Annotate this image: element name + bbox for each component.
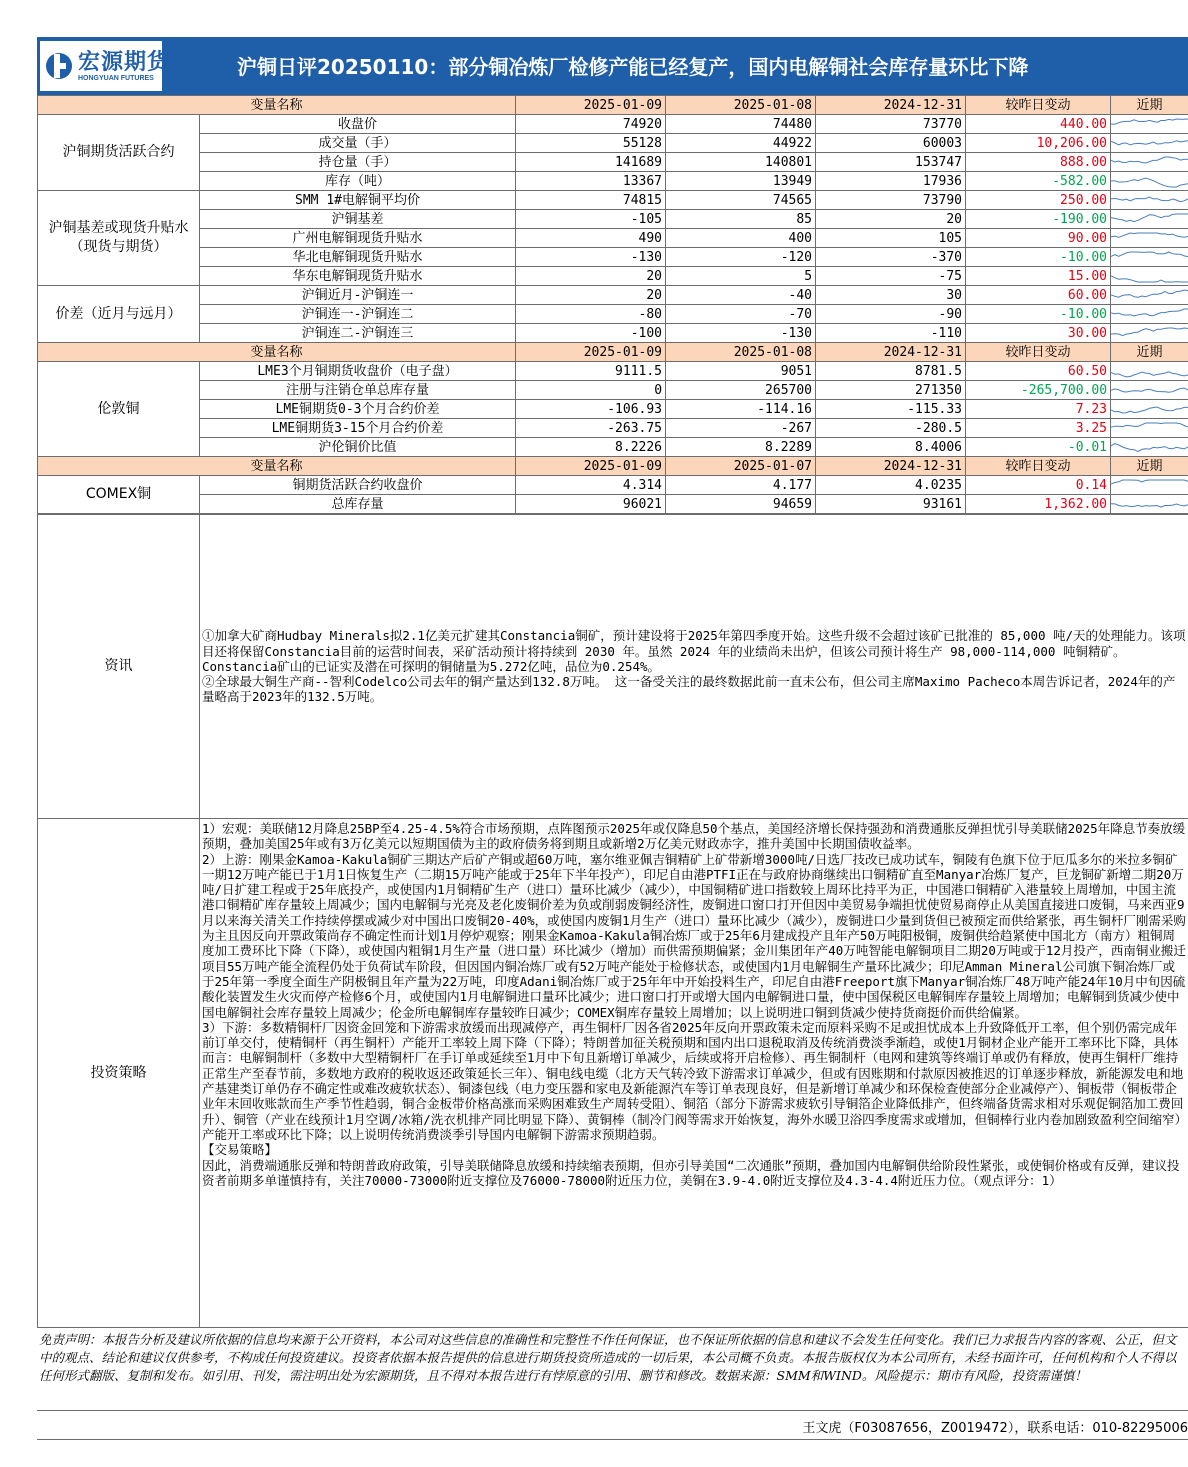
sparkline-cell xyxy=(1111,438,1188,457)
change-cell: -190.00 xyxy=(966,210,1111,229)
column-header: 2025-01-08 xyxy=(666,96,816,115)
table-row xyxy=(38,267,1188,286)
value-cell: 4.314 xyxy=(516,476,666,495)
value-cell: -106.93 xyxy=(516,400,666,419)
table-row xyxy=(38,400,1188,419)
column-header: 变量名称 xyxy=(38,343,516,362)
value-cell: 9111.5 xyxy=(516,362,666,381)
value-cell: 271350 xyxy=(816,381,966,400)
value-cell: -120 xyxy=(666,248,816,267)
sparkline-cell xyxy=(1111,362,1188,381)
news-paragraph: ②全球最大铜生产商--智利Codelco公司去年的铜产量达到132.8万吨。 这一备受关注的最终数据此前一直未公布，但公司主席Maximo Pacheco本周告诉记者，2024年的产量略高于2023年的132.5万吨。 xyxy=(202,674,1176,705)
variable-name: SMM 1#电解铜平均价 xyxy=(200,191,516,210)
value-cell: -70 xyxy=(666,305,816,324)
table-header-row xyxy=(38,96,1188,115)
sparkline-cell xyxy=(1111,229,1188,248)
variable-name: LME3个月铜期货收盘价（电子盘） xyxy=(200,362,516,381)
sparkline-icon xyxy=(1111,249,1188,266)
group-label: COMEX铜 xyxy=(38,476,200,514)
sparkline-icon xyxy=(1111,135,1188,152)
variable-name: 沪铜连一-沪铜连二 xyxy=(200,305,516,324)
value-cell: 140801 xyxy=(666,153,816,172)
table-row xyxy=(38,286,1188,305)
column-header: 2025-01-09 xyxy=(516,457,666,476)
strategy-label: 投资策略 xyxy=(38,819,200,1328)
change-cell: 15.00 xyxy=(966,267,1111,286)
value-cell: -130 xyxy=(666,324,816,343)
table-row xyxy=(38,381,1188,400)
value-cell: 8.2226 xyxy=(516,438,666,457)
value-cell: -110 xyxy=(816,324,966,343)
column-header: 近期 xyxy=(1111,343,1188,362)
sparkline-cell xyxy=(1111,267,1188,286)
value-cell: 13367 xyxy=(516,172,666,191)
sparkline-icon xyxy=(1111,154,1188,171)
sparkline-icon xyxy=(1111,363,1188,380)
column-header: 近期 xyxy=(1111,457,1188,476)
sparkline-icon xyxy=(1111,306,1188,323)
variable-name: 沪伦铜价比值 xyxy=(200,438,516,457)
value-cell: 85 xyxy=(666,210,816,229)
sparkline-cell xyxy=(1111,210,1188,229)
variable-name: 沪铜连二-沪铜连三 xyxy=(200,324,516,343)
column-header: 2025-01-09 xyxy=(516,96,666,115)
change-cell: 3.25 xyxy=(966,419,1111,438)
sparkline-icon xyxy=(1111,192,1188,209)
table-row xyxy=(38,191,1188,210)
value-cell: 20 xyxy=(516,286,666,305)
value-cell: 93161 xyxy=(816,495,966,514)
table-row xyxy=(38,305,1188,324)
news-label: 资讯 xyxy=(38,515,200,819)
column-header: 较昨日变动 xyxy=(966,343,1111,362)
change-cell: 60.50 xyxy=(966,362,1111,381)
value-cell: 4.0235 xyxy=(816,476,966,495)
logo-subtitle: HONGYUAN FUTURES xyxy=(78,75,154,82)
sparkline-cell xyxy=(1111,248,1188,267)
strategy-paragraph: 2）上游：刚果金Kamoa-Kakula铜矿三期达产后矿产铜或超60万吨，塞尔维亚佩吉铜精矿上矿带新增3000吨/日选厂技改已成功试车，铜陵有色旗下位于厄瓜多尔的米拉多铜矿一期12万吨产能已于1月1日恢复生产（二期15万吨产能或于25年下半年投产），印尼自由港PTFI正在与政府协商继续出口铜精矿直至Manyar冶炼厂复产，巨龙铜矿新增二期20万吨/日扩建工程或于25年底投产，或使国内1月铜精矿生产（进口）量环比减少（减少），中国铜精矿进口指数较上周环比持平为正，中国港口铜精矿入港量较上周增加，中国主流港口铜精矿库存量较上周减少；国内电解铜与光亮及老化废铜价差为负或削弱废铜经济性，废铜进口窗口打开但因中美贸易争端担忧使贸易商停止从美国直接进口废铜，马来西亚9月以来海关清关工作持续停摆或减少对中国出口废铜20-40%，或使国内废铜1月生产（进口）量环比减少（减少），废铜进口少量到货但已被预定而供给紧张，再生铜杆厂刚需采购为主且因反向开票政策尚存不确定性而计划1月停炉观察；刚果金Kamoa-Kakula铜冶炼厂或于25年6月建成投产且年产50万吨阳极铜，废铜供给趋紧使中国北方（南方）粗铜周度加工费环比下降（下降），或使国内粗铜1月生产量（进口量）环比减少（增加）而供需预期偏紧；金川集团年产40万吨智能电解铜项目二期20万吨或于12月投产，西南铜业搬迁项目55万吨产能全流程仍处于负荷试车阶段，但因国内铜冶炼厂或有52万吨产能处于检修状态，或使国内1月电解铜生产量环比减少；印尼Amman Mineral公司旗下铜冶炼厂或于25年第一季度全面生产阴极铜且年产量为22万吨，印度Adani铜冶炼厂或于25年年中开始投料生产，印尼自由港Freeport旗下Manyar铜冶炼厂48万吨产能24年10月中旬因硫酸化装置发生火灾而停产检修6个月，或使国内1月电解铜进口量环比减少；进口窗口打开或增大国内电解铜进口量，使中国保税区电解铜库存量较上周增加；电解铜到货减少使中国电解铜社会库存量较上周减少；伦金所电解铜库存量较昨日减少；COMEX铜库存量较上周增加；以上说明进口铜到货减少使持货商挺价而供给偏紧。 xyxy=(202,851,1186,1020)
logo-name: 宏源期货 xyxy=(78,50,171,75)
table-row xyxy=(38,419,1188,438)
value-cell: 20 xyxy=(516,267,666,286)
column-header: 2024-12-31 xyxy=(816,457,966,476)
table-row xyxy=(38,134,1188,153)
sparkline-cell xyxy=(1111,153,1188,172)
text-table xyxy=(37,514,1188,1328)
variable-name: LME铜期货3-15个月合约价差 xyxy=(200,419,516,438)
table-header-row xyxy=(38,343,1188,362)
value-cell: 74920 xyxy=(516,115,666,134)
report-page xyxy=(37,37,1188,1440)
sparkline-cell xyxy=(1111,305,1188,324)
value-cell: -130 xyxy=(516,248,666,267)
value-cell: 8.2289 xyxy=(666,438,816,457)
sparkline-icon xyxy=(1111,230,1188,247)
change-cell: 1,362.00 xyxy=(966,495,1111,514)
change-cell: -10.00 xyxy=(966,305,1111,324)
table-row xyxy=(38,476,1188,495)
value-cell: 30 xyxy=(816,286,966,305)
news-paragraph: ①加拿大矿商Hudbay Minerals拟2.1亿美元扩建其Constancia铜矿，预计建设将于2025年第四季度开始。这些升级不会超过该矿已批准的 85,000 吨/天的处理能力。该项目还将保留Constancia目前的运营时间表，采矿活动预计将持续到 2030 年。虽然 2024 年的业绩尚未出炉，但该公司预计将生产 98,000-114,000 吨铜精矿。 Constancia矿山的已证实及潜在可探明的铜储量为5.272亿吨，品位为0.254%。 xyxy=(202,628,1186,674)
variable-name: 华北电解铜现货升贴水 xyxy=(200,248,516,267)
analyst-contact: 王文虎（F03087656，Z0019472），联系电话：010-82295006 xyxy=(37,1411,1188,1440)
data-table xyxy=(37,95,1188,514)
column-header: 较昨日变动 xyxy=(966,457,1111,476)
value-cell: -370 xyxy=(816,248,966,267)
value-cell: -75 xyxy=(816,267,966,286)
variable-name: 沪铜近月-沪铜连一 xyxy=(200,286,516,305)
report-header xyxy=(37,37,1188,95)
value-cell: 74480 xyxy=(666,115,816,134)
value-cell: 4.177 xyxy=(666,476,816,495)
logo-mark-icon xyxy=(45,48,73,84)
strategy-paragraph: 3）下游：多数精铜杆厂因资金回笼和下游需求放缓而出现减停产，再生铜杆厂因各省2025年反向开票政策未定而原料采购不足或担忧成本上升致降低开工率，但个别仍需完成年前订单交付，使精铜杆（再生铜杆）产能开工率较上周下降（下降）；特朗普加征关税预期和国内出口退税取消及传统消费淡季渐趋，或使1月铜材企业产能开工率环比下降，具体而言：电解铜制杆（多数中大型精铜杆厂在手订单或延续至1月中下旬且新增订单减少，后续或将开启检修）、再生铜制杆（电网和建筑等终端订单或仍有释放，使再生铜杆厂维持正常生产至春节前，多数地方政府的税收返还政策延长三年）、铜电线电缆（北方天气转冷致下游需求订单减少，但或有因账期和付款原因被推迟的订单逐步释放，新能源发电和地产基建类订单仍存不确定性或难改疲软状态）、铜漆包线（电力变压器和家电及新能源汽车等订单表现良好，但是新增订单减少和环保检查使部分企业减停产）、铜板带（铜板带企业年末回收账款而生产季节性趋弱，铜合金板带价格高涨而采购困难致生产周转受阻）、铜箔（部分下游需求疲软引导铜箔企业降低排产，但终端备货需求相对乐观促铜箔加工费回升）、铜管（产业在线预计1月空调/冰箱/洗衣机排产同比明显下降）、黄铜棒（制冷门阀等需求开始恢复，海外水暖卫浴四季度需求或增加，但铜棒行业内卷加剧致盈利空间缩窄）产能开工率或环比下降；以上说明传统消费淡季引导国内电解铜下游需求预期趋弱。 xyxy=(202,1019,1184,1142)
report-title: 沪铜日评20250110：部分铜冶炼厂检修产能已经复产，国内电解铜社会库存量环比下降 xyxy=(237,55,1029,79)
value-cell: -80 xyxy=(516,305,666,324)
value-cell: 74815 xyxy=(516,191,666,210)
column-header: 变量名称 xyxy=(38,96,516,115)
table-row xyxy=(38,248,1188,267)
sparkline-icon xyxy=(1111,382,1188,399)
strategy-paragraph: 1）宏观：美联储12月降息25BP至4.25-4.5%符合市场预期，点阵图预示2025年或仅降息50个基点，美国经济增长保持强劲和消费通胀反弹担忧引导美联储2025年降息节奏放缓预期，叠加美国25年或有3万亿美元以短期国债为主的政府债务将到期且或新增2万亿美元财政赤字，推升美国中长期国债收益率。 xyxy=(202,821,1186,852)
variable-name: LME铜期货0-3个月合约价差 xyxy=(200,400,516,419)
change-cell: 30.00 xyxy=(966,324,1111,343)
table-row xyxy=(38,210,1188,229)
sparkline-icon xyxy=(1111,439,1188,456)
value-cell: 96021 xyxy=(516,495,666,514)
variable-name: 注册与注销仓单总库存量 xyxy=(200,381,516,400)
change-cell: 60.00 xyxy=(966,286,1111,305)
change-cell: 10,206.00 xyxy=(966,134,1111,153)
sparkline-cell xyxy=(1111,400,1188,419)
variable-name: 成交量（手） xyxy=(200,134,516,153)
sparkline-cell xyxy=(1111,476,1188,495)
value-cell: 8781.5 xyxy=(816,362,966,381)
change-cell: -265,700.00 xyxy=(966,381,1111,400)
value-cell: 400 xyxy=(666,229,816,248)
value-cell: 13949 xyxy=(666,172,816,191)
sparkline-icon xyxy=(1111,116,1188,133)
column-header: 2025-01-07 xyxy=(666,457,816,476)
table-row xyxy=(38,362,1188,381)
variable-name: 铜期货活跃合约收盘价 xyxy=(200,476,516,495)
news-content xyxy=(200,515,1188,819)
variable-name: 收盘价 xyxy=(200,115,516,134)
sparkline-icon xyxy=(1111,211,1188,228)
value-cell: 20 xyxy=(816,210,966,229)
value-cell: 5 xyxy=(666,267,816,286)
value-cell: 9051 xyxy=(666,362,816,381)
sparkline-icon xyxy=(1111,325,1188,342)
value-cell: 153747 xyxy=(816,153,966,172)
sparkline-cell xyxy=(1111,191,1188,210)
value-cell: 60003 xyxy=(816,134,966,153)
group-label: 伦敦铜 xyxy=(38,362,200,457)
column-header: 2024-12-31 xyxy=(816,96,966,115)
change-cell: 7.23 xyxy=(966,400,1111,419)
change-cell: -10.00 xyxy=(966,248,1111,267)
change-cell: 0.14 xyxy=(966,476,1111,495)
group-label: 沪铜期货活跃合约 xyxy=(38,115,200,191)
sparkline-cell xyxy=(1111,495,1188,514)
table-row xyxy=(38,324,1188,343)
strategy-paragraph: 因此，消费端通胀反弹和特朗普政府政策，引导美联储降息放缓和持续缩表预期，但亦引导美国“二次通胀”预期，叠加国内电解铜供给阶段性紧张，或使铜价格或有反弹，建议投资者前期多单谨慎持有，关注70000-73000附近支撑位及76000-78000附近压力位，美铜在3.9-4.0附近支撑位及4.3-4.4附近压力位。（观点评分：1） xyxy=(202,1157,1180,1188)
sparkline-icon xyxy=(1111,287,1188,304)
table-row xyxy=(38,115,1188,134)
sparkline-cell xyxy=(1111,134,1188,153)
value-cell: 8.4006 xyxy=(816,438,966,457)
value-cell: 74565 xyxy=(666,191,816,210)
change-cell: 440.00 xyxy=(966,115,1111,134)
value-cell: 94659 xyxy=(666,495,816,514)
brand-logo xyxy=(39,40,171,92)
value-cell: -115.33 xyxy=(816,400,966,419)
variable-name: 库存（吨） xyxy=(200,172,516,191)
table-row xyxy=(38,495,1188,514)
sparkline-icon xyxy=(1111,420,1188,437)
sparkline-icon xyxy=(1111,496,1188,513)
sparkline-cell xyxy=(1111,419,1188,438)
sparkline-icon xyxy=(1111,268,1188,285)
value-cell: -100 xyxy=(516,324,666,343)
variable-name: 总库存量 xyxy=(200,495,516,514)
sparkline-icon xyxy=(1111,173,1188,190)
value-cell: -40 xyxy=(666,286,816,305)
variable-name: 持仓量（手） xyxy=(200,153,516,172)
value-cell: 141689 xyxy=(516,153,666,172)
strategy-content xyxy=(200,819,1188,1328)
value-cell: 73770 xyxy=(816,115,966,134)
value-cell: 0 xyxy=(516,381,666,400)
column-header: 较昨日变动 xyxy=(966,96,1111,115)
column-header: 2024-12-31 xyxy=(816,343,966,362)
value-cell: -263.75 xyxy=(516,419,666,438)
column-header: 近期 xyxy=(1111,96,1188,115)
change-cell: -0.01 xyxy=(966,438,1111,457)
column-header: 2025-01-09 xyxy=(516,343,666,362)
sparkline-cell xyxy=(1111,286,1188,305)
sparkline-cell xyxy=(1111,115,1188,134)
change-cell: 888.00 xyxy=(966,153,1111,172)
value-cell: 490 xyxy=(516,229,666,248)
table-row xyxy=(38,172,1188,191)
column-header: 2025-01-08 xyxy=(666,343,816,362)
group-label: 价差（近月与远月） xyxy=(38,286,200,343)
sparkline-icon xyxy=(1111,477,1188,494)
sparkline-cell xyxy=(1111,172,1188,191)
value-cell: 265700 xyxy=(666,381,816,400)
value-cell: -114.16 xyxy=(666,400,816,419)
table-header-row xyxy=(38,457,1188,476)
table-row xyxy=(38,438,1188,457)
value-cell: 44922 xyxy=(666,134,816,153)
sparkline-cell xyxy=(1111,381,1188,400)
variable-name: 沪铜基差 xyxy=(200,210,516,229)
value-cell: 17936 xyxy=(816,172,966,191)
group-label: 沪铜基差或现货升贴水（现货与期货） xyxy=(38,191,200,286)
value-cell: -90 xyxy=(816,305,966,324)
value-cell: -105 xyxy=(516,210,666,229)
value-cell: 55128 xyxy=(516,134,666,153)
change-cell: 90.00 xyxy=(966,229,1111,248)
strategy-paragraph: 【交易策略】 xyxy=(202,1142,278,1158)
variable-name: 广州电解铜现货升贴水 xyxy=(200,229,516,248)
value-cell: -280.5 xyxy=(816,419,966,438)
disclaimer: 免责声明：本报告分析及建议所依据的信息均来源于公开资料，本公司对这些信息的准确性和完整性不作任何保证，也不保证所依据的信息和建议不会发生任何变化。我们已力求报告内容的客观、公正，但文中的观点、结论和建议仅供参考，不构成任何投资建议。投资者依据本报告提供的信息进行期货投资所造成的一切后果，本公司概不负责。本报告版权仅为本公司所有，未经书面许可，任何机构和个人不得以任何形式翻版、复制和发布。如引用、刊发，需注明出处为宏源期货，且不得对本报告进行有悖原意的引用、删节和修改。数据来源：SMM和WIND。风险提示：期市有风险，投资需谨慎！ xyxy=(37,1328,1188,1411)
change-cell: 250.00 xyxy=(966,191,1111,210)
value-cell: 105 xyxy=(816,229,966,248)
variable-name: 华东电解铜现货升贴水 xyxy=(200,267,516,286)
change-cell: -582.00 xyxy=(966,172,1111,191)
value-cell: -267 xyxy=(666,419,816,438)
column-header: 变量名称 xyxy=(38,457,516,476)
sparkline-cell xyxy=(1111,324,1188,343)
table-row xyxy=(38,229,1188,248)
sparkline-icon xyxy=(1111,401,1188,418)
value-cell: 73790 xyxy=(816,191,966,210)
table-row xyxy=(38,153,1188,172)
